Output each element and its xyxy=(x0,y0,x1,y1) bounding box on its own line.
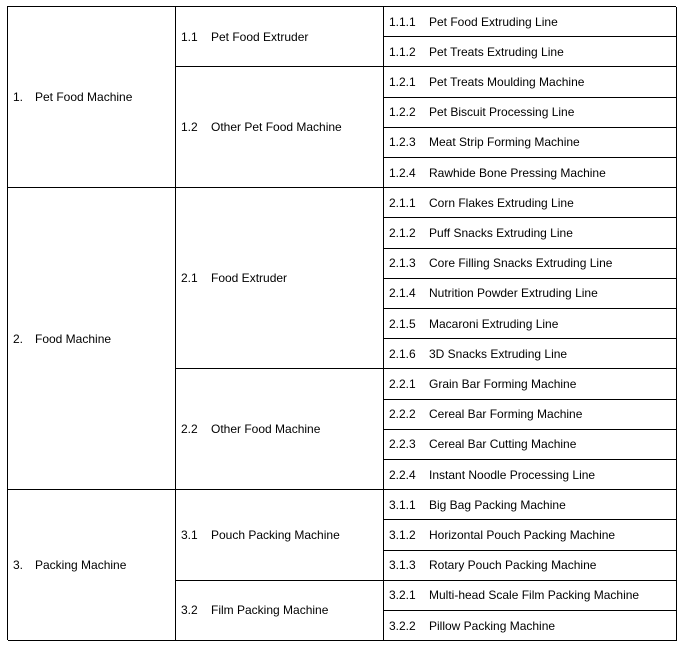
item-cell-label: Pet Biscuit Processing Line xyxy=(429,105,575,120)
category-cell-number: 2. xyxy=(13,331,24,346)
item-cell-number: 3.1.2 xyxy=(389,527,416,542)
item-cell-number: 1.2.4 xyxy=(389,165,416,180)
item-cell-number: 2.1.2 xyxy=(389,225,416,240)
subcategory-cell-label: Pet Food Extruder xyxy=(211,29,309,44)
item-cell xyxy=(384,309,677,339)
item-cell-label: Puff Snacks Extruding Line xyxy=(429,225,573,240)
subcategory-cell-number: 2.1 xyxy=(181,271,198,286)
item-cell xyxy=(384,249,677,279)
item-cell-label: Big Bag Packing Machine xyxy=(429,497,566,512)
category-cell-number: 1. xyxy=(13,90,24,105)
subcategory-cell xyxy=(176,490,384,581)
item-cell-label: Instant Noodle Processing Line xyxy=(429,467,596,482)
item-cell xyxy=(384,98,677,128)
item-cell-label: Multi-head Scale Film Packing Machine xyxy=(429,588,640,603)
item-cell xyxy=(384,369,677,399)
subcategory-cell-label: Other Pet Food Machine xyxy=(211,120,342,135)
item-cell-label: Pet Food Extruding Line xyxy=(429,14,558,29)
item-cell xyxy=(384,581,677,611)
subcategory-cell-label: Food Extruder xyxy=(211,271,288,286)
item-cell-label: Pet Treats Extruding Line xyxy=(429,44,564,59)
item-cell-number: 1.1.2 xyxy=(389,44,416,59)
item-cell-number: 3.1.3 xyxy=(389,558,416,573)
item-cell xyxy=(384,460,677,490)
subcategory-cell xyxy=(176,188,384,369)
category-cell xyxy=(8,7,176,188)
item-cell-label: Rotary Pouch Packing Machine xyxy=(429,558,597,573)
item-cell xyxy=(384,67,677,97)
item-cell-label: Rawhide Bone Pressing Machine xyxy=(429,165,606,180)
item-cell-number: 1.2.3 xyxy=(389,135,416,150)
item-cell-number: 2.2.1 xyxy=(389,376,416,391)
item-cell-label: Nutrition Powder Extruding Line xyxy=(429,286,598,301)
category-cell-number: 3. xyxy=(13,558,24,573)
category-cell xyxy=(8,490,176,641)
subcategory-cell-number: 3.1 xyxy=(181,527,198,542)
item-cell-number: 2.2.2 xyxy=(389,407,416,422)
category-cell-label: Pet Food Machine xyxy=(35,90,133,105)
item-cell-number: 2.2.4 xyxy=(389,467,416,482)
subcategory-cell-label: Film Packing Machine xyxy=(211,603,329,618)
item-cell-label: Meat Strip Forming Machine xyxy=(429,135,580,150)
item-cell xyxy=(384,37,677,67)
item-cell-number: 2.1.5 xyxy=(389,316,416,331)
category-cell xyxy=(8,188,176,490)
subcategory-cell-label: Pouch Packing Machine xyxy=(211,527,340,542)
item-cell xyxy=(384,339,677,369)
item-cell xyxy=(384,551,677,581)
item-cell xyxy=(384,430,677,460)
item-cell-number: 1.2.2 xyxy=(389,105,416,120)
item-cell-label: 3D Snacks Extruding Line xyxy=(429,346,568,361)
item-cell xyxy=(384,218,677,248)
item-cell-number: 2.1.6 xyxy=(389,346,416,361)
item-cell xyxy=(384,128,677,158)
subcategory-cell-number: 1.2 xyxy=(181,120,198,135)
subcategory-cell-number: 2.2 xyxy=(181,422,198,437)
subcategory-cell xyxy=(176,581,384,641)
subcategory-cell xyxy=(176,67,384,188)
subcategory-cell xyxy=(176,369,384,490)
item-cell xyxy=(384,279,677,309)
subcategory-cell xyxy=(176,7,384,67)
item-cell-label: Pet Treats Moulding Machine xyxy=(429,74,585,89)
item-cell xyxy=(384,490,677,520)
item-cell xyxy=(384,188,677,218)
item-cell-label: Pillow Packing Machine xyxy=(429,618,556,633)
item-cell-label: Cereal Bar Cutting Machine xyxy=(429,437,577,452)
item-cell xyxy=(384,7,677,37)
category-cell-label: Packing Machine xyxy=(35,558,127,573)
subcategory-cell-label: Other Food Machine xyxy=(211,422,321,437)
item-cell-number: 2.1.3 xyxy=(389,256,416,271)
product-category-table xyxy=(7,6,676,640)
item-cell-number: 1.2.1 xyxy=(389,74,416,89)
item-cell xyxy=(384,611,677,641)
item-cell-label: Horizontal Pouch Packing Machine xyxy=(429,527,616,542)
subcategory-cell-number: 1.1 xyxy=(181,29,198,44)
item-cell-number: 2.1.1 xyxy=(389,195,416,210)
item-cell-label: Corn Flakes Extruding Line xyxy=(429,195,574,210)
item-cell-label: Core Filling Snacks Extruding Line xyxy=(429,256,613,271)
item-cell-number: 2.2.3 xyxy=(389,437,416,452)
item-cell xyxy=(384,520,677,550)
item-cell-number: 1.1.1 xyxy=(389,14,416,29)
item-cell-number: 3.1.1 xyxy=(389,497,416,512)
item-cell-number: 3.2.2 xyxy=(389,618,416,633)
item-cell-number: 2.1.4 xyxy=(389,286,416,301)
item-cell-number: 3.2.1 xyxy=(389,588,416,603)
item-cell-label: Macaroni Extruding Line xyxy=(429,316,559,331)
item-cell xyxy=(384,400,677,430)
category-cell-label: Food Machine xyxy=(35,331,112,346)
item-cell-label: Cereal Bar Forming Machine xyxy=(429,407,583,422)
item-cell-label: Grain Bar Forming Machine xyxy=(429,376,577,391)
item-cell xyxy=(384,158,677,188)
subcategory-cell-number: 3.2 xyxy=(181,603,198,618)
